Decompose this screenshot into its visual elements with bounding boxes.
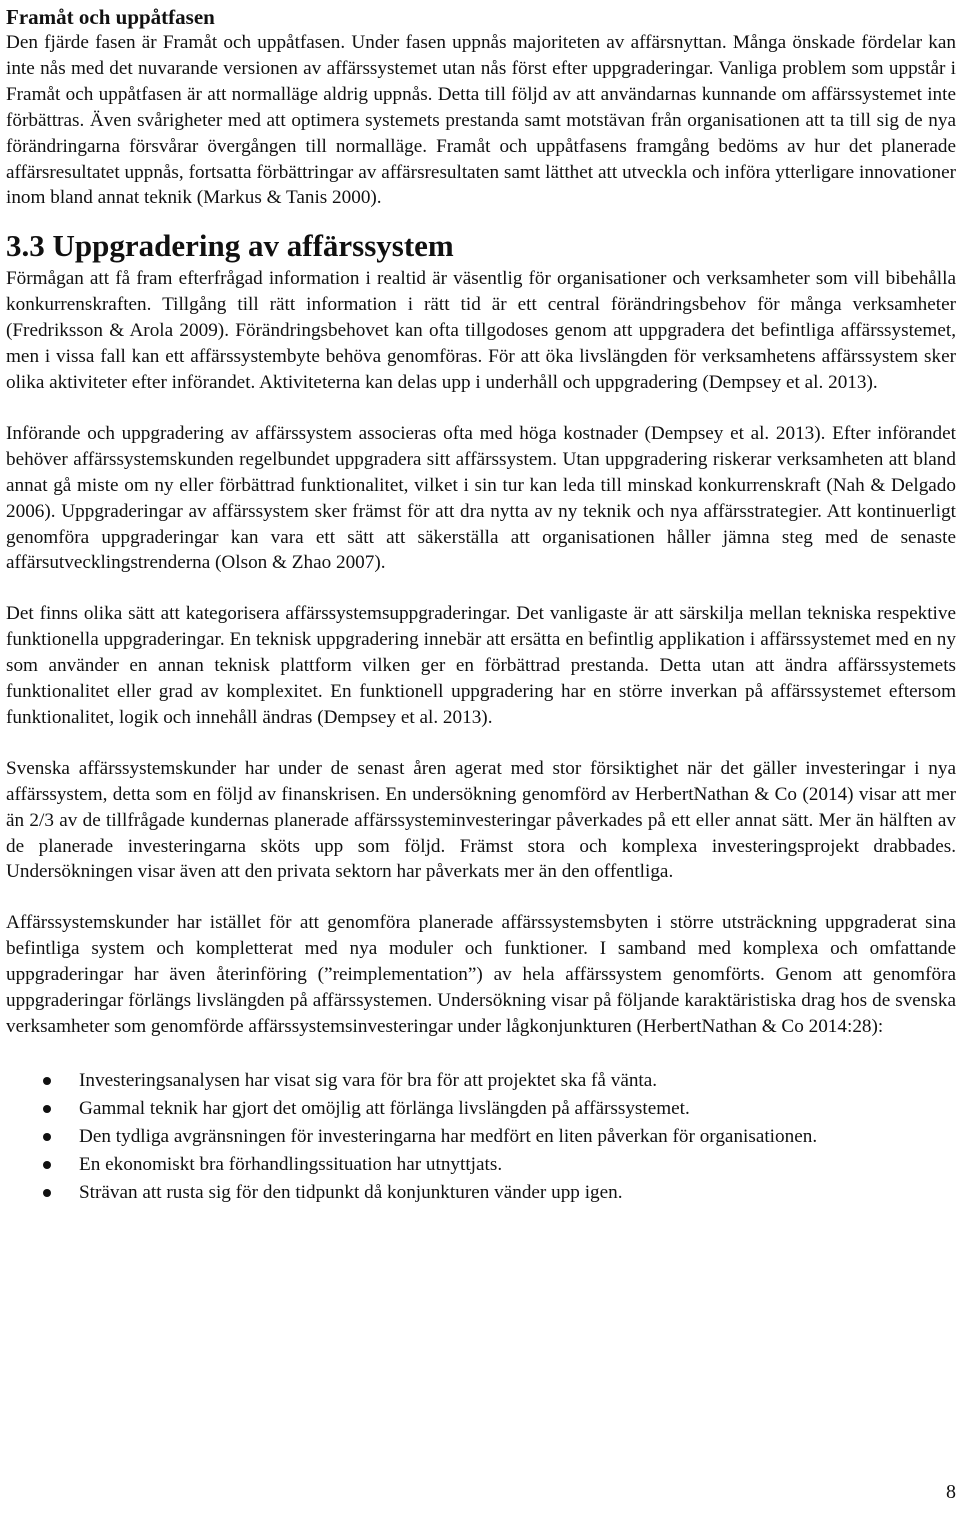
- list-item: [6, 1096, 956, 1122]
- list-item: [6, 1152, 956, 1178]
- list-item: [6, 1124, 956, 1150]
- bullet-icon: [43, 1077, 51, 1085]
- list-item-text: En ekonomiskt bra förhandlingssituation har utnyttjats.: [79, 1153, 503, 1175]
- bullet-icon: [43, 1105, 51, 1113]
- body-paragraph: Den fjärde fasen är Framåt och uppåtfasen. Under fasen uppnås majoriteten av affärsnyttan. Många önskade fördelar kan inte nås med det nuvarande versionen av affärssystemet utan nås först efter uppgraderingar. Vanliga problem som uppstår i Framåt och uppåtfasen är att normalläge aldrig uppnås. Detta till följd av att användarnas kunnande om affärssystemet inte förbättras. Även svårigheter med att optimera systemets prestanda samt motstävan från organisationen att ta till sig de nya förändringarna försvårar övergången till normalläge. Framåt och uppåtfasens framgång bedöms av hur det planerade affärsresultatet uppnås, fortsatta förbättringar av affärsresultaten samt lätthet att utveckla och införa ytterligare innovationer inom bland annat teknik (Markus & Tanis 2000).: [6, 32, 956, 209]
- list-item: [6, 1068, 956, 1094]
- subsection-title: Framåt och uppåtfasen: [6, 5, 215, 29]
- body-paragraph: Förmågan att få fram efterfrågad information i realtid är väsentlig för organisationer och verksamheter som vill bibehålla konkurrenskraften. Tillgång till rätt information i rätt tid är ett central förändringsbehov för många verksamheter (Fredriksson & Arola 2009). Förändringsbehovet kan ofta tillgodoses genom att uppgradera det befintliga affärssystemet, men i vissa fall kan ett affärssystembyte behöva genomföras. För att öka livslängden för verksamhetens affärssystem sker olika aktiviteter efter införandet. Aktiviteterna kan delas upp i underhåll och uppgradering (Dempsey et al. 2013).: [6, 268, 956, 393]
- bullet-icon: [43, 1133, 51, 1141]
- page-number: 8: [946, 1481, 956, 1503]
- bullet-list: [6, 1068, 956, 1206]
- list-item-text: Gammal teknik har gjort det omöjlig att förlänga livslängden på affärssystemet.: [79, 1097, 690, 1119]
- body-paragraph: Införande och uppgradering av affärssystem associeras ofta med höga kostnader (Dempsey et al. 2013). Efter införandet behöver affärssystemskunden regelbundet uppgradera sitt affärssystem. Utan uppgradering riskerar verksamheten att bland annat gå miste om ny eller förbättrad funktionalitet, vilket i sin tur kan leda till minskad konkurrenskraft (Nah & Delgado 2006). Uppgraderingar av affärssystem sker främst för att dra nytta av ny teknik och nya affärsstrategier. Att kontinuerligt genomföra uppgraderingar kan vara ett sätt att säkerställa att organisationen håller jämna steg med de senaste affärsutvecklingstrenderna (Olson & Zhao 2007).: [6, 422, 956, 574]
- list-item-text: Den tydliga avgränsningen för investeringarna har medfört en liten påverkan för organisationen.: [79, 1125, 818, 1147]
- bullet-icon: [43, 1161, 51, 1169]
- document-page: [6, 4, 956, 1207]
- bullet-icon: [43, 1189, 51, 1197]
- list-item-text: Strävan att rusta sig för den tidpunkt då konjunkturen vänder upp igen.: [79, 1181, 623, 1203]
- body-paragraph: Svenska affärssystemskunder har under de senast åren agerat med stor försiktighet när det gäller investeringar i nya affärssystem, detta som en följd av finanskrisen. En undersökning genomförd av HerbertNathan & Co (2014) visar att mer än 2/3 av de tillfrågade kundernas planerade affärssysteminvesteringar påverkades på ett eller annat sätt. Mer än hälften av de planerade investeringarna sköts upp som följd. Främst stora och komplexa investeringsprojekt drabbades. Undersökningen visar även att den privata sektorn har påverkats mer än den offentliga.: [6, 757, 956, 883]
- section-title: 3.3 Uppgradering av affärssystem: [6, 228, 454, 264]
- body-paragraph: Affärssystemskunder har istället för att genomföra planerade affärssystemsbyten i större utsträckning uppgraderat sina befintliga system och kompletterat med nya moduler och funktioner. I samband med komplexa och omfattande uppgraderingar har även återinföring (”reimplementation”) av hela affärssystem genomförts. Genom att genomföra uppgraderingar förlängs livslängden på affärssystemen. Undersökning visar på följande karaktäristiska drag hos de svenska verksamheter som genomförde affärssystemsinvesteringar under lågkonjunkturen (HerbertNathan & Co 2014:28):: [6, 912, 956, 1037]
- list-item: [6, 1180, 956, 1206]
- list-item-text: Investeringsanalysen har visat sig vara för bra för att projektet ska få vänta.: [79, 1069, 658, 1091]
- body-paragraph: Det finns olika sätt att kategorisera affärssystemsuppgraderingar. Det vanligaste är att särskilja mellan tekniska respektive funktionella uppgraderingar. En teknisk uppgradering innebär att ersätta en befintlig applikation i affärssystemet med en ny som använder en annan teknisk plattform vilken ger en förbättrad prestanda. Detta utan att ändra affärssystemets funktionalitet eller grad av komplexitet. En funktionell uppgradering har en större inverkan på affärssystemet eftersom funktionalitet, logik och innehåll ändras (Dempsey et al. 2013).: [6, 603, 956, 728]
